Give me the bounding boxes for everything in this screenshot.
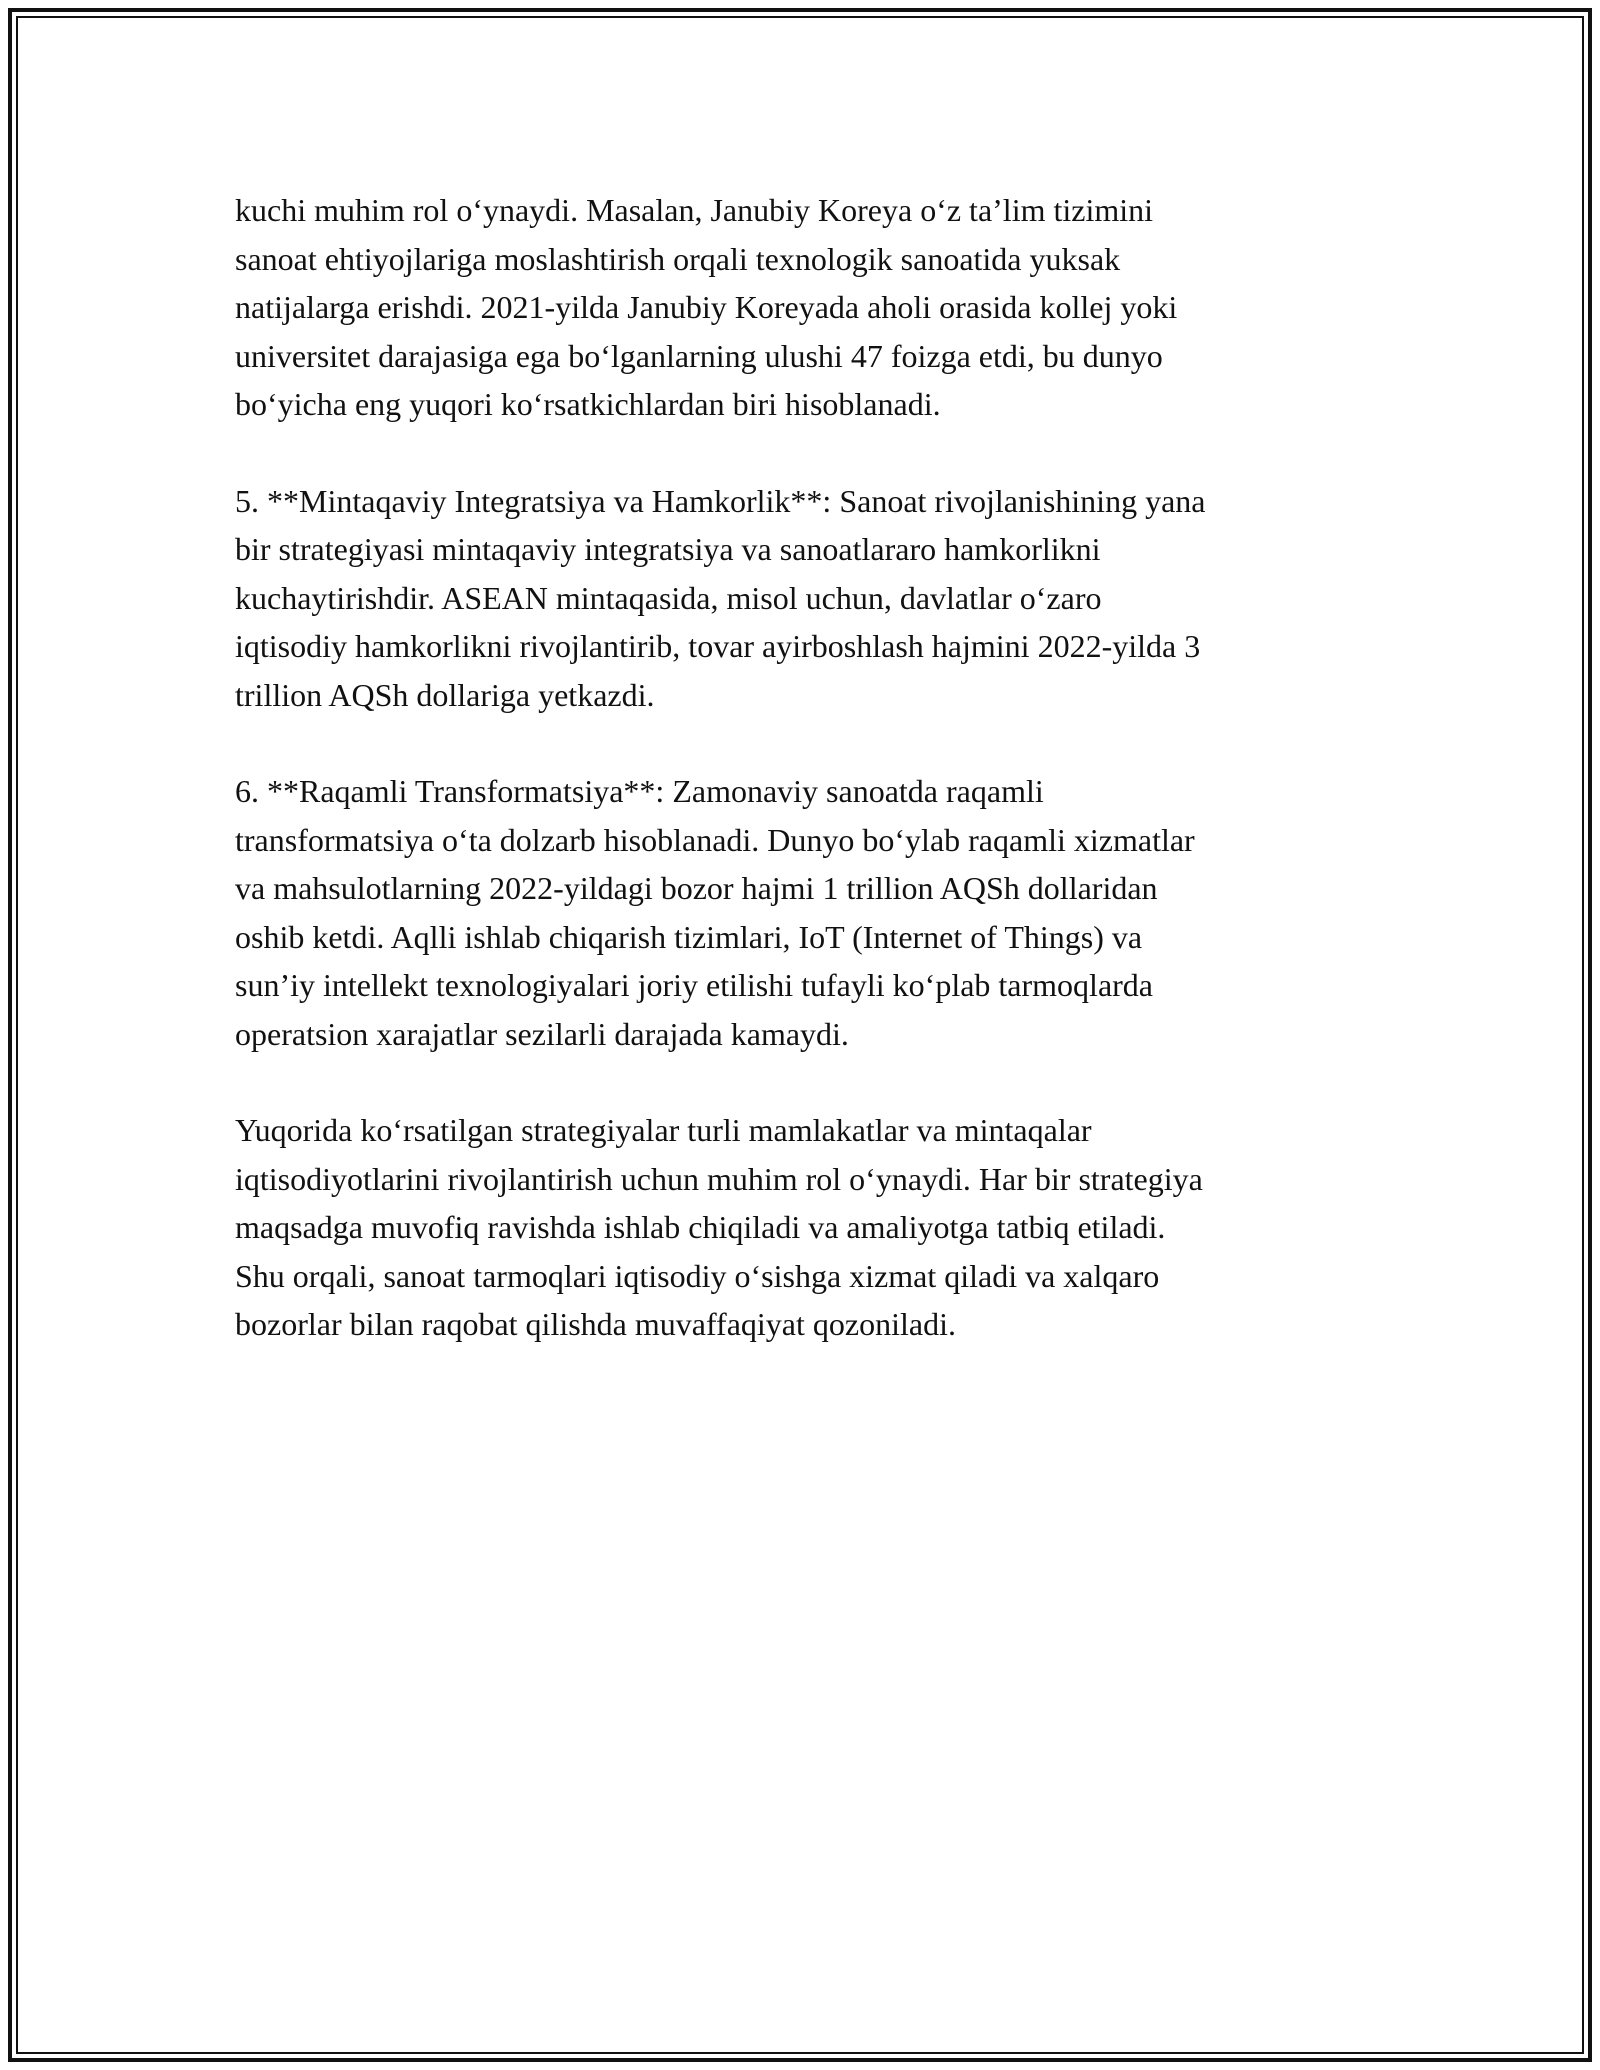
paragraph-education-continuation: kuchi muhim rol o‘ynaydi. Masalan, Janubiy Koreya o‘z ta’lim tizimini sanoat ehtiyojlariga moslashtirish orqali texnologik sanoatida yuksak natijalarga erishdi. 2021-yilda Janubiy Koreyada aholi orasida kollej yoki universitet darajasiga ega bo‘lganlarning ulushi 47 foizga etdi, bu dunyo bo‘yicha eng yuqori ko‘rsatkichlardan biri hisoblanadi. — [235, 192, 1178, 422]
paragraph-digital-transformation: 6. **Raqamli Transformatsiya**: Zamonaviy sanoatda raqamli transformatsiya o‘ta dolzarb hisoblanadi. Dunyo bo‘ylab raqamli xizmatlar va mahsulotlarning 2022-yildagi bozor hajmi 1 trillion AQSh dollaridan oshib ketdi. Aqlli ishlab chiqarish tizimlari, IoT (Internet of Things) va sun’iy intellekt texnologiyalari joriy etilishi tufayli ko‘plab tarmoqlarda operatsion xarajatlar sezilarli darajada kamaydi. — [235, 773, 1195, 1052]
document-body — [235, 186, 1365, 1397]
paragraph-conclusion: Yuqorida ko‘rsatilgan strategiyalar turli mamlakatlar va mintaqalar iqtisodiyotlarini rivojlantirish uchun muhim rol o‘ynaydi. Har bir strategiya maqsadga muvofiq ravishda ishlab chiqiladi va amaliyotga tatbiq etiladi. Shu orqali, sanoat tarmoqlari iqtisodiy o‘sishga xizmat qiladi va xalqaro bozorlar bilan raqobat qilishda muvaffaqiyat qozoniladi. — [235, 1112, 1203, 1342]
paragraph-regional-integration: 5. **Mintaqaviy Integratsiya va Hamkorlik**: Sanoat rivojlanishining yana bir strategiyasi mintaqaviy integratsiya va sanoatlararo hamkorlikni kuchaytirishdir. ASEAN mintaqasida, misol uchun, davlatlar o‘zaro iqtisodiy hamkorlikni rivojlantirib, tovar ayirboshlash hajmini 2022-yilda 3 trillion AQSh dollariga yetkazdi. — [235, 482, 1206, 713]
